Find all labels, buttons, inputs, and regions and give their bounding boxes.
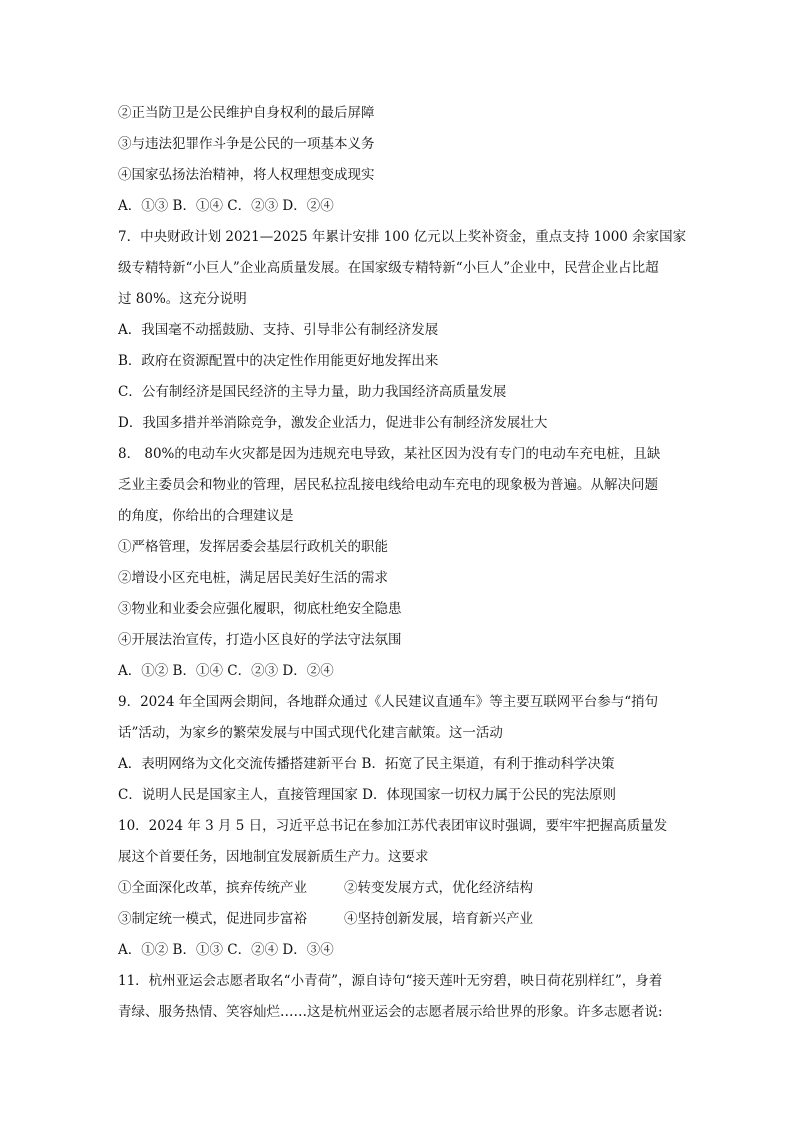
q7-stem-line: 过 80%。这充分说明: [118, 291, 247, 307]
question-8: [118, 439, 678, 687]
q8-answer-options: A．①② B．①④ C．②③ D．②④: [118, 663, 334, 679]
q8-stem-line: 的角度，你给出的合理建议是: [118, 508, 294, 524]
q8-statement-4: ④开展法治宣传，打造小区良好的学法守法氛围: [118, 632, 402, 648]
q9-stem-line: 9．2024 年全国两会期间，各地群众通过《人民建议直通车》等主要互联网平台参与“捎句: [118, 694, 659, 710]
q10-statements-row-2: [118, 904, 678, 935]
q9-options-cd: C．说明人民是国家主人，直接管理国家 D．体现国家一切权力属于公民的宪法原则: [118, 787, 616, 803]
q8-stem-line: 8． 80%的电动车火灾都是因为违规充电导致，某社区因为没有专门的电动车充电桩，且缺: [118, 446, 661, 462]
q10-statement-1: ①全面深化改革，摈弃传统产业: [118, 880, 307, 896]
q11-stem-line: 11．杭州亚运会志愿者取名“小青荷”，源自诗句“接天莲叶无穷碧，映日荷花别样红”，身着: [118, 973, 663, 989]
question-6-tail: [118, 98, 678, 222]
q7-stem-line: 7．中央财政计划 2021—2025 年累计安排 100 亿元以上奖补资金，重点支持 1000 余家国家: [118, 229, 687, 245]
q7-option-d: D．我国多措并举消除竞争，激发企业活力，促进非公有制经济发展壮大: [118, 415, 548, 431]
q8-statement-1: ①严格管理，发挥居委会基层行政机关的职能: [118, 539, 388, 555]
q9-stem-line: 话”活动，为家乡的繁荣发展与中国式现代化建言献策。这一活动: [118, 725, 503, 741]
q6-statement-3: ③与违法犯罪作斗争是公民的一项基本义务: [118, 136, 375, 152]
question-11: [118, 966, 678, 1028]
q8-statement-3: ③物业和业委会应强化履职，彻底杜绝安全隐患: [118, 601, 402, 617]
q10-stem-line: 10．2024 年 3 月 5 日，习近平总书记在参加江苏代表团审议时强调，要牢牢把握高质量发: [118, 818, 668, 834]
q7-option-c: C．公有制经济是国民经济的主导力量，助力我国经济高质量发展: [118, 384, 507, 400]
q10-statement-3: ③制定统一模式，促进同步富裕: [118, 911, 307, 927]
q10-statement-2: ②转变发展方式，优化经济结构: [344, 880, 533, 896]
q6-answer-options: A．①③ B．①④ C．②③ D．②④: [118, 198, 334, 214]
q9-options-ab: A．表明网络为文化交流传播搭建新平台 B．拓宽了民主渠道，有利于推动科学决策: [118, 756, 615, 772]
q7-stem-line: 级专精特新“小巨人”企业高质量发展。在国家级专精特新“小巨人”企业中，民营企业占比超: [118, 260, 659, 276]
q8-stem-line: 乏业主委员会和物业的管理，居民私拉乱接电线给电动车充电的现象极为普遍。从解决问题: [118, 477, 658, 493]
q10-statements-row-1: [118, 873, 678, 904]
q8-statement-2: ②增设小区充电桩，满足居民美好生活的需求: [118, 570, 388, 586]
q10-statement-4: ④坚持创新发展，培育新兴产业: [344, 911, 533, 927]
question-9: [118, 687, 678, 811]
q7-option-a: A．我国毫不动摇鼓励、支持、引导非公有制经济发展: [118, 322, 439, 338]
q6-statement-2: ②正当防卫是公民维护自身权利的最后屏障: [118, 105, 375, 121]
q6-statement-4: ④国家弘扬法治精神，将人权理想变成现实: [118, 167, 375, 183]
q10-stem-line: 展这个首要任务，因地制宜发展新质生产力。这要求: [118, 849, 429, 865]
question-10: [118, 811, 678, 966]
exam-content: [118, 98, 687, 1028]
question-7: [118, 222, 687, 439]
q7-option-b: B．政府在资源配置中的决定性作用能更好地发挥出来: [118, 353, 439, 369]
q10-answer-options: A．①② B．①③ C．②④ D．③④: [118, 942, 334, 958]
q11-stem-line: 青绿、服务热情、笑容灿烂……这是杭州亚运会的志愿者展示给世界的形象。许多志愿者说:: [118, 1004, 663, 1020]
